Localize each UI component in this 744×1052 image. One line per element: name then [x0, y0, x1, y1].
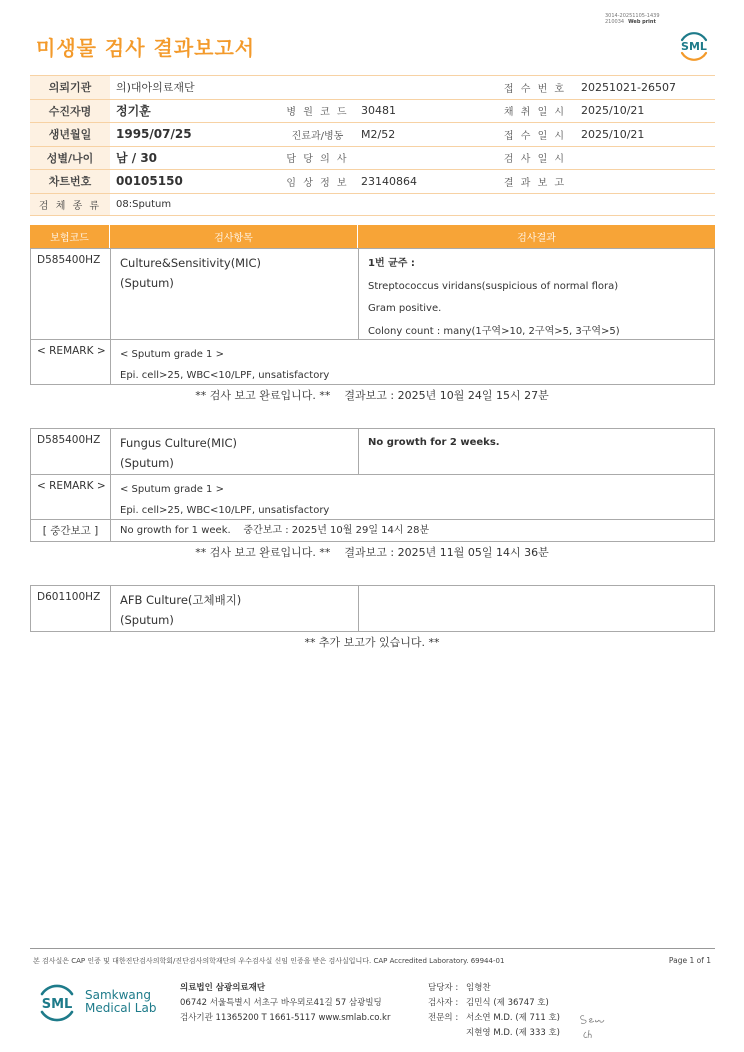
page-number: Page 1 of 1 [668, 956, 711, 965]
complete-note: ** 검사 보고 완료입니다. ** [195, 389, 331, 402]
staff-name: 임형찬 [466, 983, 491, 993]
footer-divider [30, 948, 715, 949]
doc-id-line1: 3014-20251105-1439 [605, 13, 660, 19]
patient-label: 수진자명 [30, 99, 110, 123]
hosp-code-value: 30481 [355, 99, 495, 123]
patient-value: 정기훈 [110, 99, 280, 123]
additional-report-note: ** 추가 보고가 있습니다. ** [304, 636, 440, 649]
clinical-value: 23140864 [355, 170, 495, 194]
results-header-code: 보험코드 [30, 225, 110, 248]
test-item-name: Culture&Sensitivity(MIC) [120, 256, 262, 270]
report-complete-2 [0, 544, 744, 560]
staff-name: 서소연 M.D. (제 711 호) [466, 1013, 561, 1023]
result-line: 1번 균주 : [368, 258, 415, 269]
document-id [605, 13, 660, 25]
doctor-label: 담 당 의 사 [280, 146, 355, 170]
req-org-value: 의)대아의료재단 [110, 76, 495, 100]
req-org-label: 의뢰기관 [30, 76, 110, 100]
interim-label: [ 중간보고 ] [31, 520, 111, 541]
doctor-value [355, 146, 495, 170]
remark-line: < Sputum grade 1 > [120, 349, 224, 360]
results-header-result: 검사결과 [517, 233, 556, 244]
test-date-label: 검 사 일 시 [495, 146, 575, 170]
dept-label: 진료과/병동 [280, 123, 355, 147]
test-code: D585400HZ [31, 429, 111, 474]
dept-value: M2/52 [355, 123, 495, 147]
certification-text: 본 검사실은 CAP 인증 및 대한진단검사의학회/진단검사의학재단의 우수검사실 신임 인증을 받은 검사실입니다. CAP Accredited Laboratory. 69944-01 [33, 957, 505, 965]
collect-date-label: 채 취 일 시 [495, 99, 575, 123]
result-block-afb [30, 585, 715, 632]
test-item-specimen: (Sputum) [120, 456, 174, 470]
result-line: No growth for 2 weeks. [368, 437, 500, 448]
patient-info-table [30, 75, 715, 216]
remark-line: Epi. cell>25, WBC<10/LPF, unsatisfactory [120, 505, 330, 516]
chart-no-value: 00105150 [110, 170, 280, 194]
receipt-date-value: 2025/10/21 [575, 123, 715, 147]
doc-id-line2: 210034 [605, 19, 625, 25]
brand-line1: Samkwang [85, 988, 151, 1002]
test-item [111, 586, 359, 631]
results-header [30, 225, 715, 248]
web-print-label: Web print [628, 19, 656, 25]
remark-text [111, 340, 714, 384]
org-name: 의료법인 삼광의료재단 [180, 983, 266, 993]
specimen-label: 검 체 종 류 [30, 193, 110, 215]
receipt-no-value: 20251021-26507 [575, 76, 715, 100]
test-date-value [575, 146, 715, 170]
complete-note: ** 검사 보고 완료입니다. ** [195, 546, 331, 559]
dob-value: 1995/07/25 [110, 123, 280, 147]
test-item [111, 249, 359, 339]
receipt-date-label: 접 수 일 시 [495, 123, 575, 147]
sex-age-value: 남 / 30 [110, 146, 280, 170]
dob-label: 생년월일 [30, 123, 110, 147]
report-title: 미생물 검사 결과보고서 [36, 36, 256, 60]
remark-label: < REMARK > [31, 340, 111, 384]
sml-logo-icon [676, 28, 712, 64]
staff-role: 담당자 : [428, 983, 459, 993]
remark-text [111, 475, 714, 519]
brand-name [85, 989, 156, 1015]
test-item-name: AFB Culture(고체배지) [120, 593, 242, 607]
complete-time: 결과보고 : 2025년 10월 24일 15시 27분 [344, 389, 549, 402]
remark-line: < Sputum grade 1 > [120, 484, 224, 495]
test-code: D601100HZ [31, 586, 111, 631]
specimen-value: 08:Sputum [110, 193, 715, 215]
report-value [575, 170, 715, 194]
hosp-code-label: 병 원 코 드 [280, 99, 355, 123]
test-result [359, 586, 714, 631]
result-block-culture [30, 248, 715, 385]
test-item-specimen: (Sputum) [120, 613, 174, 627]
test-code: D585400HZ [31, 249, 111, 339]
collect-date-value: 2025/10/21 [575, 99, 715, 123]
receipt-no-label: 접 수 번 호 [495, 76, 575, 100]
sml-logo-text: SML [681, 40, 707, 53]
staff-info [428, 981, 560, 1041]
staff-role: 전문의 : [428, 1013, 459, 1023]
org-contact: 검사기관 11365200 T 1661-5117 www.smlab.co.kr [180, 1013, 391, 1023]
sml-logo-text: SML [41, 997, 73, 1012]
sex-age-label: 성별/나이 [30, 146, 110, 170]
report-label: 결 과 보 고 [495, 170, 575, 194]
test-result [359, 249, 714, 339]
staff-role: 검사자 : [428, 998, 459, 1008]
brand-line2: Medical Lab [85, 1001, 157, 1015]
remark-label: < REMARK > [31, 475, 111, 519]
sml-logo-icon [36, 980, 78, 1026]
remark-line: Epi. cell>25, WBC<10/LPF, unsatisfactory [120, 370, 330, 381]
staff-name: 지현영 M.D. (제 333 호) [466, 1028, 561, 1038]
test-item-specimen: (Sputum) [120, 276, 174, 290]
results-header-item: 검사항목 [110, 225, 358, 248]
chart-no-label: 차트번호 [30, 170, 110, 194]
org-address: 06742 서울특별시 서초구 바우뫼로41길 57 삼광빌딩 [180, 998, 382, 1008]
result-line: Streptococcus viridans(suspicious of normal flora) [368, 280, 619, 292]
staff-name: 김민식 (제 36747 호) [466, 998, 549, 1008]
complete-time: 결과보고 : 2025년 11월 05일 14시 36분 [344, 546, 549, 559]
test-item [111, 429, 359, 474]
result-block-fungus [30, 428, 715, 542]
report-complete-1 [0, 387, 744, 403]
result-line: Colony count : many(1구역>10, 2구역>5, 3구역>5) [368, 325, 620, 337]
result-line: Gram positive. [368, 303, 442, 314]
interim-text: No growth for 1 week. 중간보고 : 2025년 10월 29일 14시 28분 [120, 525, 430, 536]
test-item-name: Fungus Culture(MIC) [120, 436, 237, 450]
organization-info [180, 981, 390, 1026]
signature-image [578, 1010, 608, 1042]
test-result [359, 429, 714, 474]
clinical-label: 임 상 정 보 [280, 170, 355, 194]
